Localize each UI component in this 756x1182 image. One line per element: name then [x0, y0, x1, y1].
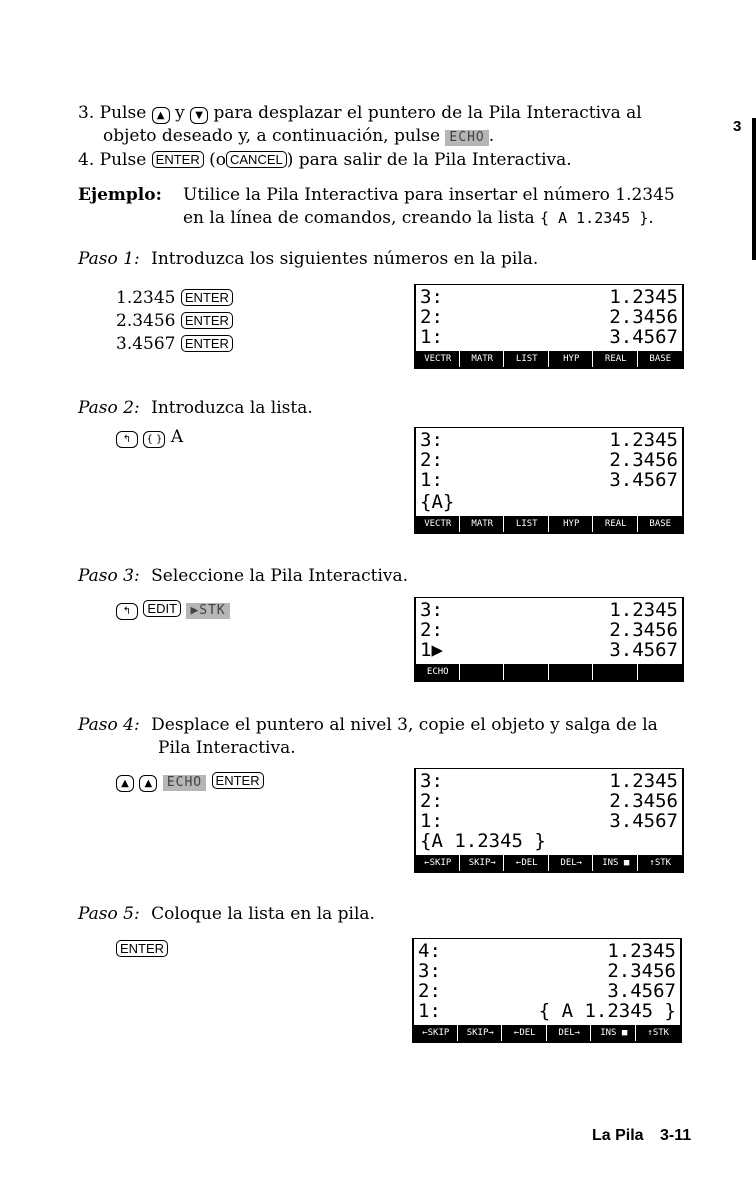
instruction-item-3-cont: objeto deseado y, a continuación, pulse ECHO .	[103, 126, 495, 146]
chapter-tab-number: 3	[733, 118, 742, 135]
stack-row: 2: 2.3456	[420, 790, 678, 812]
menu-key: SKIP→	[462, 855, 505, 871]
example-list: { A 1.2345 }	[540, 209, 649, 227]
step-5-keys	[116, 938, 168, 960]
menu-key: ←DEL	[506, 855, 549, 871]
stack-row: 2: 2.3456	[420, 306, 678, 328]
menu-key: ←SKIP	[417, 855, 460, 871]
stack-row: 3: 2.3456	[418, 960, 676, 982]
step-4-keys	[116, 770, 264, 792]
stack-row: 1: { A 1.2345 }	[418, 1000, 676, 1022]
stack-row: 1▶ 3.4567	[420, 639, 678, 661]
stack-row: 1: 3.4567	[420, 810, 678, 832]
menu-key: REAL	[595, 516, 638, 532]
calculator-screen-step-4	[414, 768, 684, 873]
enter-key-icon: ENTER	[181, 312, 233, 329]
up-arrow-key-icon: ▲	[152, 107, 170, 124]
menu-key: LIST	[506, 516, 549, 532]
calculator-screen-step-3	[414, 597, 684, 682]
item-number: 3.	[78, 103, 95, 123]
calculator-screen-step-5	[412, 938, 682, 1043]
step-3-keys	[116, 598, 230, 620]
left-shift-key-icon: ↰	[116, 431, 138, 448]
menu-key: BASE	[640, 351, 682, 367]
instruction-item-4: 4. Pulse ENTER (o CANCEL ) para salir de la Pila Interactiva.	[78, 150, 572, 170]
stack-row: 3: 1.2345	[420, 429, 678, 451]
enter-key-icon: ENTER	[181, 289, 233, 306]
menu-key: DEL→	[549, 1025, 592, 1041]
stack-row: 1: 3.4567	[420, 326, 678, 348]
menu-key: REAL	[595, 351, 638, 367]
menu-key: VECTR	[417, 516, 460, 532]
example-label: Ejemplo:	[78, 185, 162, 205]
enter-key-icon: ENTER	[152, 151, 204, 168]
stack-row: 4: 1.2345	[418, 940, 676, 962]
down-arrow-key-icon: ▼	[190, 107, 208, 124]
menu-key	[551, 664, 594, 680]
up-arrow-key-icon: ▲	[116, 775, 134, 792]
softkey-menu	[416, 351, 682, 367]
calculator-screen-step-2	[414, 427, 684, 534]
stack-row: 1: 3.4567	[420, 469, 678, 491]
menu-key: BASE	[640, 516, 682, 532]
menu-key: ←DEL	[504, 1025, 547, 1041]
step-1-keys: 1.2345 ENTER 2.3456 ENTER 3.4567 ENTER	[116, 287, 233, 356]
stack-row: 3: 1.2345	[420, 599, 678, 621]
stack-row: 2: 2.3456	[420, 619, 678, 641]
menu-key: INS ■	[595, 855, 638, 871]
cancel-key-icon: CANCEL	[226, 151, 287, 168]
step-4-heading-cont: Pila Interactiva.	[158, 738, 296, 758]
example-line-2: en la línea de comandos, creando la lista { A 1.2345 }.	[183, 208, 654, 228]
step-3-heading: Paso 3: Seleccione la Pila Interactiva.	[78, 566, 409, 586]
echo-softkey-icon: ECHO	[163, 775, 206, 791]
chapter-tab-bar	[752, 118, 756, 260]
page-footer	[592, 1127, 691, 1145]
softkey-menu	[416, 664, 682, 680]
edit-key-icon: EDIT	[143, 600, 181, 617]
left-shift-key-icon: ↰	[116, 603, 138, 620]
menu-key: INS ■	[593, 1025, 636, 1041]
calculator-screen-step-1	[414, 284, 684, 369]
example-line-1: Utilice la Pila Interactiva para insertar el número 1.2345	[183, 185, 675, 205]
braces-key-icon: { }	[143, 431, 165, 448]
menu-key	[462, 664, 505, 680]
menu-key	[595, 664, 638, 680]
stack-row: 3: 1.2345	[420, 770, 678, 792]
enter-key-icon: ENTER	[212, 772, 264, 789]
enter-key-icon: ENTER	[116, 940, 168, 957]
step-5-heading: Paso 5: Coloque la lista en la pila.	[78, 904, 375, 924]
stack-row: 2: 3.4567	[418, 980, 676, 1002]
instruction-item-3: 3. Pulse ▲ y ▼ para desplazar el puntero de la Pila Interactiva al	[78, 103, 642, 123]
softkey-menu	[414, 1025, 680, 1041]
menu-key: ECHO	[417, 664, 460, 680]
menu-key	[640, 664, 682, 680]
echo-softkey-icon: ECHO	[445, 130, 488, 146]
menu-key: HYP	[551, 516, 594, 532]
softkey-menu	[416, 855, 682, 871]
softkey-menu	[416, 516, 682, 532]
footer-section: La Pila	[592, 1127, 644, 1144]
footer-page-number: 3-11	[660, 1127, 692, 1144]
command-line: {A 1.2345 }	[420, 830, 546, 852]
enter-key-icon: ENTER	[181, 335, 233, 352]
menu-key: ←SKIP	[415, 1025, 458, 1041]
item-number: 4.	[78, 150, 95, 170]
menu-key: ↑STK	[640, 855, 682, 871]
menu-key: MATR	[462, 516, 505, 532]
stack-row: 3: 1.2345	[420, 286, 678, 308]
menu-key: VECTR	[417, 351, 460, 367]
step-2-heading: Paso 2: Introduzca la lista.	[78, 398, 313, 418]
up-arrow-key-icon: ▲	[139, 775, 157, 792]
stack-row: 2: 2.3456	[420, 449, 678, 471]
menu-key	[506, 664, 549, 680]
step-4-heading: Paso 4: Desplace el puntero al nivel 3, copie el objeto y salga de la	[78, 715, 658, 735]
menu-key: SKIP→	[460, 1025, 503, 1041]
menu-key: HYP	[551, 351, 594, 367]
menu-key: MATR	[462, 351, 505, 367]
step-1-heading: Paso 1: Introduzca los siguientes números en la pila.	[78, 249, 539, 269]
menu-key: ↑STK	[638, 1025, 680, 1041]
menu-key: LIST	[506, 351, 549, 367]
step-2-keys: ↰ { } A	[116, 426, 183, 448]
command-line: {A}	[420, 491, 455, 513]
stk-softkey-icon: ▶STK	[186, 603, 229, 619]
menu-key: DEL→	[551, 855, 594, 871]
